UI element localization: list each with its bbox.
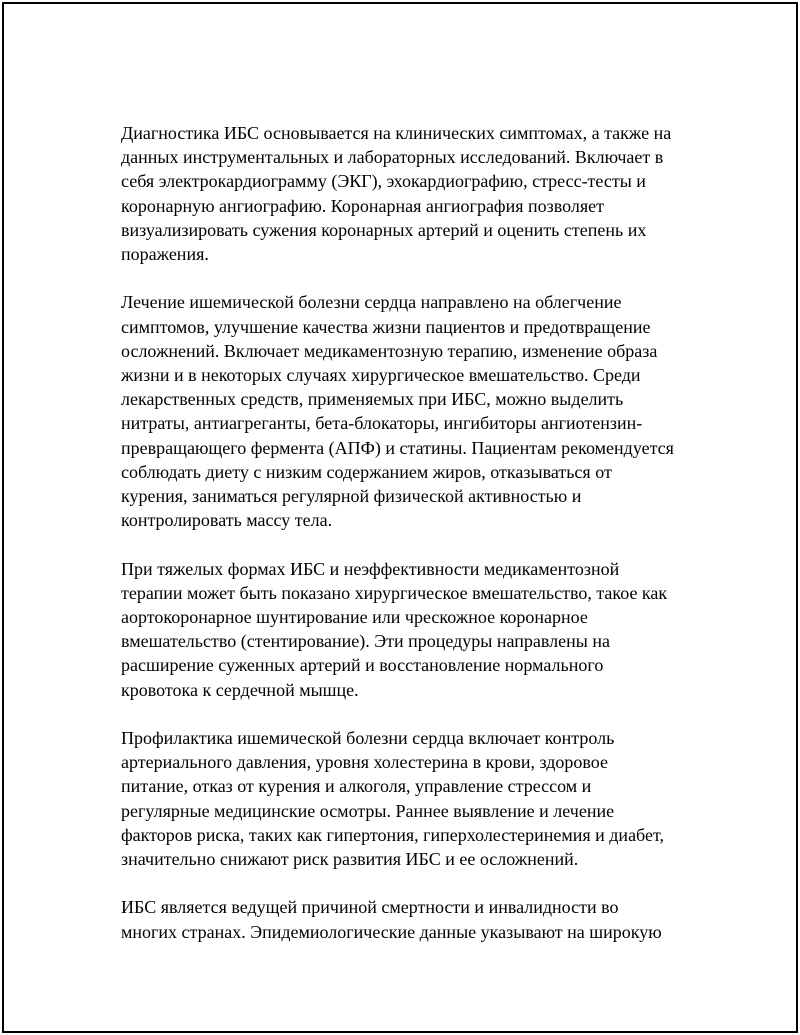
text-line: жизни и в некоторых случаях хирургическое вмешательство. Среди <box>121 365 641 386</box>
text-line: вмешательство (стентирование). Эти процедуры направлены на <box>121 631 610 652</box>
text-line: себя электрокардиограмму (ЭКГ), эхокардиографию, стресс-тесты и <box>121 171 646 192</box>
text-line: многих странах. Эпидемиологические данные указывают на широкую <box>121 921 662 942</box>
document-body <box>121 121 701 968</box>
text-line: симптомов, улучшение качества жизни пациентов и предотвращение <box>121 316 651 337</box>
text-line: коронарную ангиографию. Коронарная ангиография позволяет <box>121 195 605 216</box>
text-line: значительно снижают риск развития ИБС и ее осложнений. <box>121 849 579 870</box>
paragraph-treatment <box>121 290 701 532</box>
text-line: поражения. <box>121 244 209 265</box>
text-line: визуализировать сужения коронарных артерий и оценить степень их <box>121 219 647 240</box>
text-line: осложнений. Включает медикаментозную терапию, изменение образа <box>121 340 658 361</box>
text-line: расширение суженных артерий и восстановление нормального <box>121 655 604 676</box>
paragraph-epidemiology <box>121 895 701 943</box>
text-line: превращающего фермента (АПФ) и статины. Пациентам рекомендуется <box>121 437 674 458</box>
text-line: Диагностика ИБС основывается на клинических симптомах, а также на <box>121 123 672 143</box>
text-line: контролировать массу тела. <box>121 510 333 531</box>
text-line: артериального давления, уровня холестерина в крови, здоровое <box>121 752 608 773</box>
text-line: данных инструментальных и лабораторных исследований. Включает в <box>121 147 664 168</box>
text-line: нитраты, антиагреганты, бета-блокаторы, ингибиторы ангиотензин- <box>121 413 643 434</box>
text-line: регулярные медицинские осмотры. Раннее выявление и лечение <box>121 800 615 821</box>
text-line: питание, отказ от курения и алкоголя, управление стрессом и <box>121 776 592 797</box>
text-line: соблюдать диету с низким содержанием жиров, отказываться от <box>121 461 612 482</box>
text-line: Лечение ишемической болезни сердца направлено на облегчение <box>121 292 622 313</box>
text-line: лекарственных средств, применяемых при ИБС, можно выделить <box>121 389 624 410</box>
text-line: терапии может быть показано хирургическое вмешательство, такое как <box>121 582 668 603</box>
text-line: курения, заниматься регулярной физической активностью и <box>121 486 582 507</box>
paragraph-prevention <box>121 726 701 871</box>
text-line: Профилактика ишемической болезни сердца включает контроль <box>121 728 615 749</box>
page-border <box>2 2 798 1033</box>
text-line: кровотока к сердечной мышце. <box>121 679 359 700</box>
paragraph-diagnostics <box>121 121 701 266</box>
text-line: факторов риска, таких как гипертония, гиперхолестеринемия и диабет, <box>121 824 664 845</box>
text-line: аортокоронарное шунтирование или чрескожное коронарное <box>121 607 588 628</box>
text-line: ИБС является ведущей причиной смертности и инвалидности во <box>121 897 619 918</box>
paragraph-surgery <box>121 557 701 702</box>
text-line: При тяжелых формах ИБС и неэффективности медикаментозной <box>121 558 620 579</box>
